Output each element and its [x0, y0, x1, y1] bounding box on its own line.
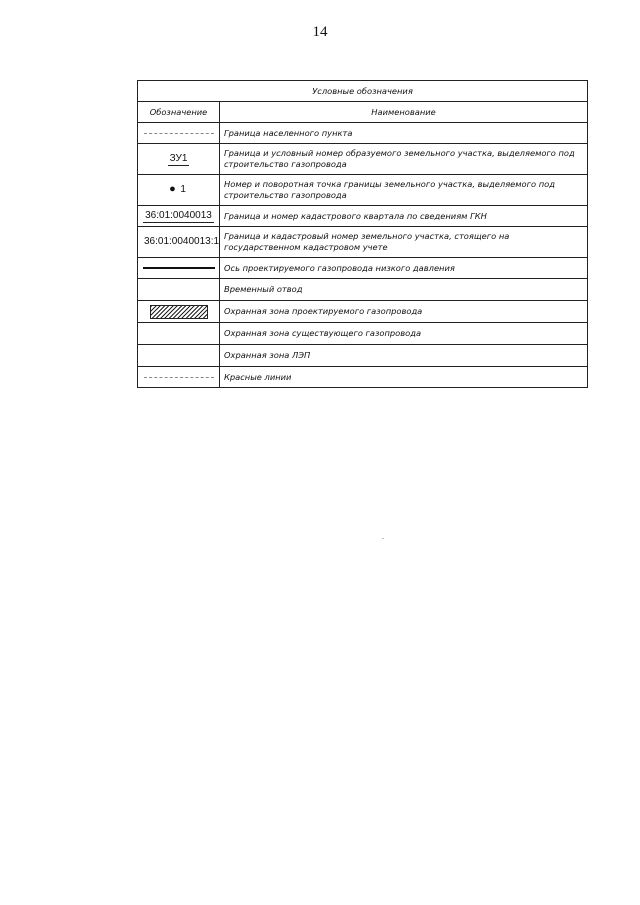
legend-label: Граница и условный номер образуемого земельного участка, выделяемого под строительство газопровода — [220, 144, 588, 175]
legend-label: Охранная зона ЛЭП — [220, 345, 588, 367]
legend-row — [138, 301, 588, 323]
hatch-pattern-icon — [150, 305, 208, 319]
legend-code: 36:01:0040013:1 — [144, 236, 220, 247]
legend-label: Граница населенного пункта — [220, 123, 588, 144]
legend-symbol — [138, 279, 220, 301]
red-lines-symbol — [144, 377, 214, 378]
legend-label: Охранная зона проектируемого газопровода — [220, 301, 588, 323]
legend-label: Ось проектируемого газопровода низкого давления — [220, 258, 588, 279]
legend-symbol — [138, 367, 220, 388]
legend-symbol — [138, 123, 220, 144]
legend-symbol — [138, 345, 220, 367]
legend-row — [138, 367, 588, 388]
legend-row — [138, 258, 588, 279]
legend-symbol — [138, 301, 220, 323]
legend-code: 1 — [180, 184, 186, 195]
legend-label: Временный отвод — [220, 279, 588, 301]
legend-label: Граница и номер кадастрового квартала по сведениям ГКН — [220, 206, 588, 227]
legend-symbol — [138, 258, 220, 279]
settlement-boundary-symbol — [144, 133, 214, 134]
scan-speck — [382, 538, 384, 539]
legend-row — [138, 279, 588, 301]
legend-table — [137, 80, 588, 388]
legend-row — [138, 206, 588, 227]
legend-label: Номер и поворотная точка границы земельного участка, выделяемого под строительство газопровода — [220, 175, 588, 206]
point-icon: ● — [169, 183, 176, 195]
legend-symbol — [138, 175, 220, 206]
page-number: 14 — [312, 24, 328, 40]
legend-code: 36:01:0040013 — [145, 209, 212, 221]
legend-symbol — [138, 227, 220, 258]
column-header-symbol: Обозначение — [138, 102, 220, 123]
legend-title: Условные обозначения — [138, 81, 588, 102]
column-header-name: Наименование — [220, 102, 588, 123]
legend-symbol — [138, 323, 220, 345]
legend-symbol — [138, 144, 220, 175]
legend-row — [138, 123, 588, 144]
legend-row — [138, 175, 588, 206]
legend-label: Красные линии — [220, 367, 588, 388]
legend-row — [138, 227, 588, 258]
legend-label: Охранная зона существующего газопровода — [220, 323, 588, 345]
legend-label: Граница и кадастровый номер земельного участка, стоящего на государственном кадастровом учете — [220, 227, 588, 258]
legend-symbol — [138, 206, 220, 227]
legend-code: ЗУ1 — [169, 152, 188, 164]
gas-pipeline-axis-symbol — [143, 267, 215, 269]
legend-row — [138, 345, 588, 367]
legend-row — [138, 323, 588, 345]
legend-row — [138, 144, 588, 175]
